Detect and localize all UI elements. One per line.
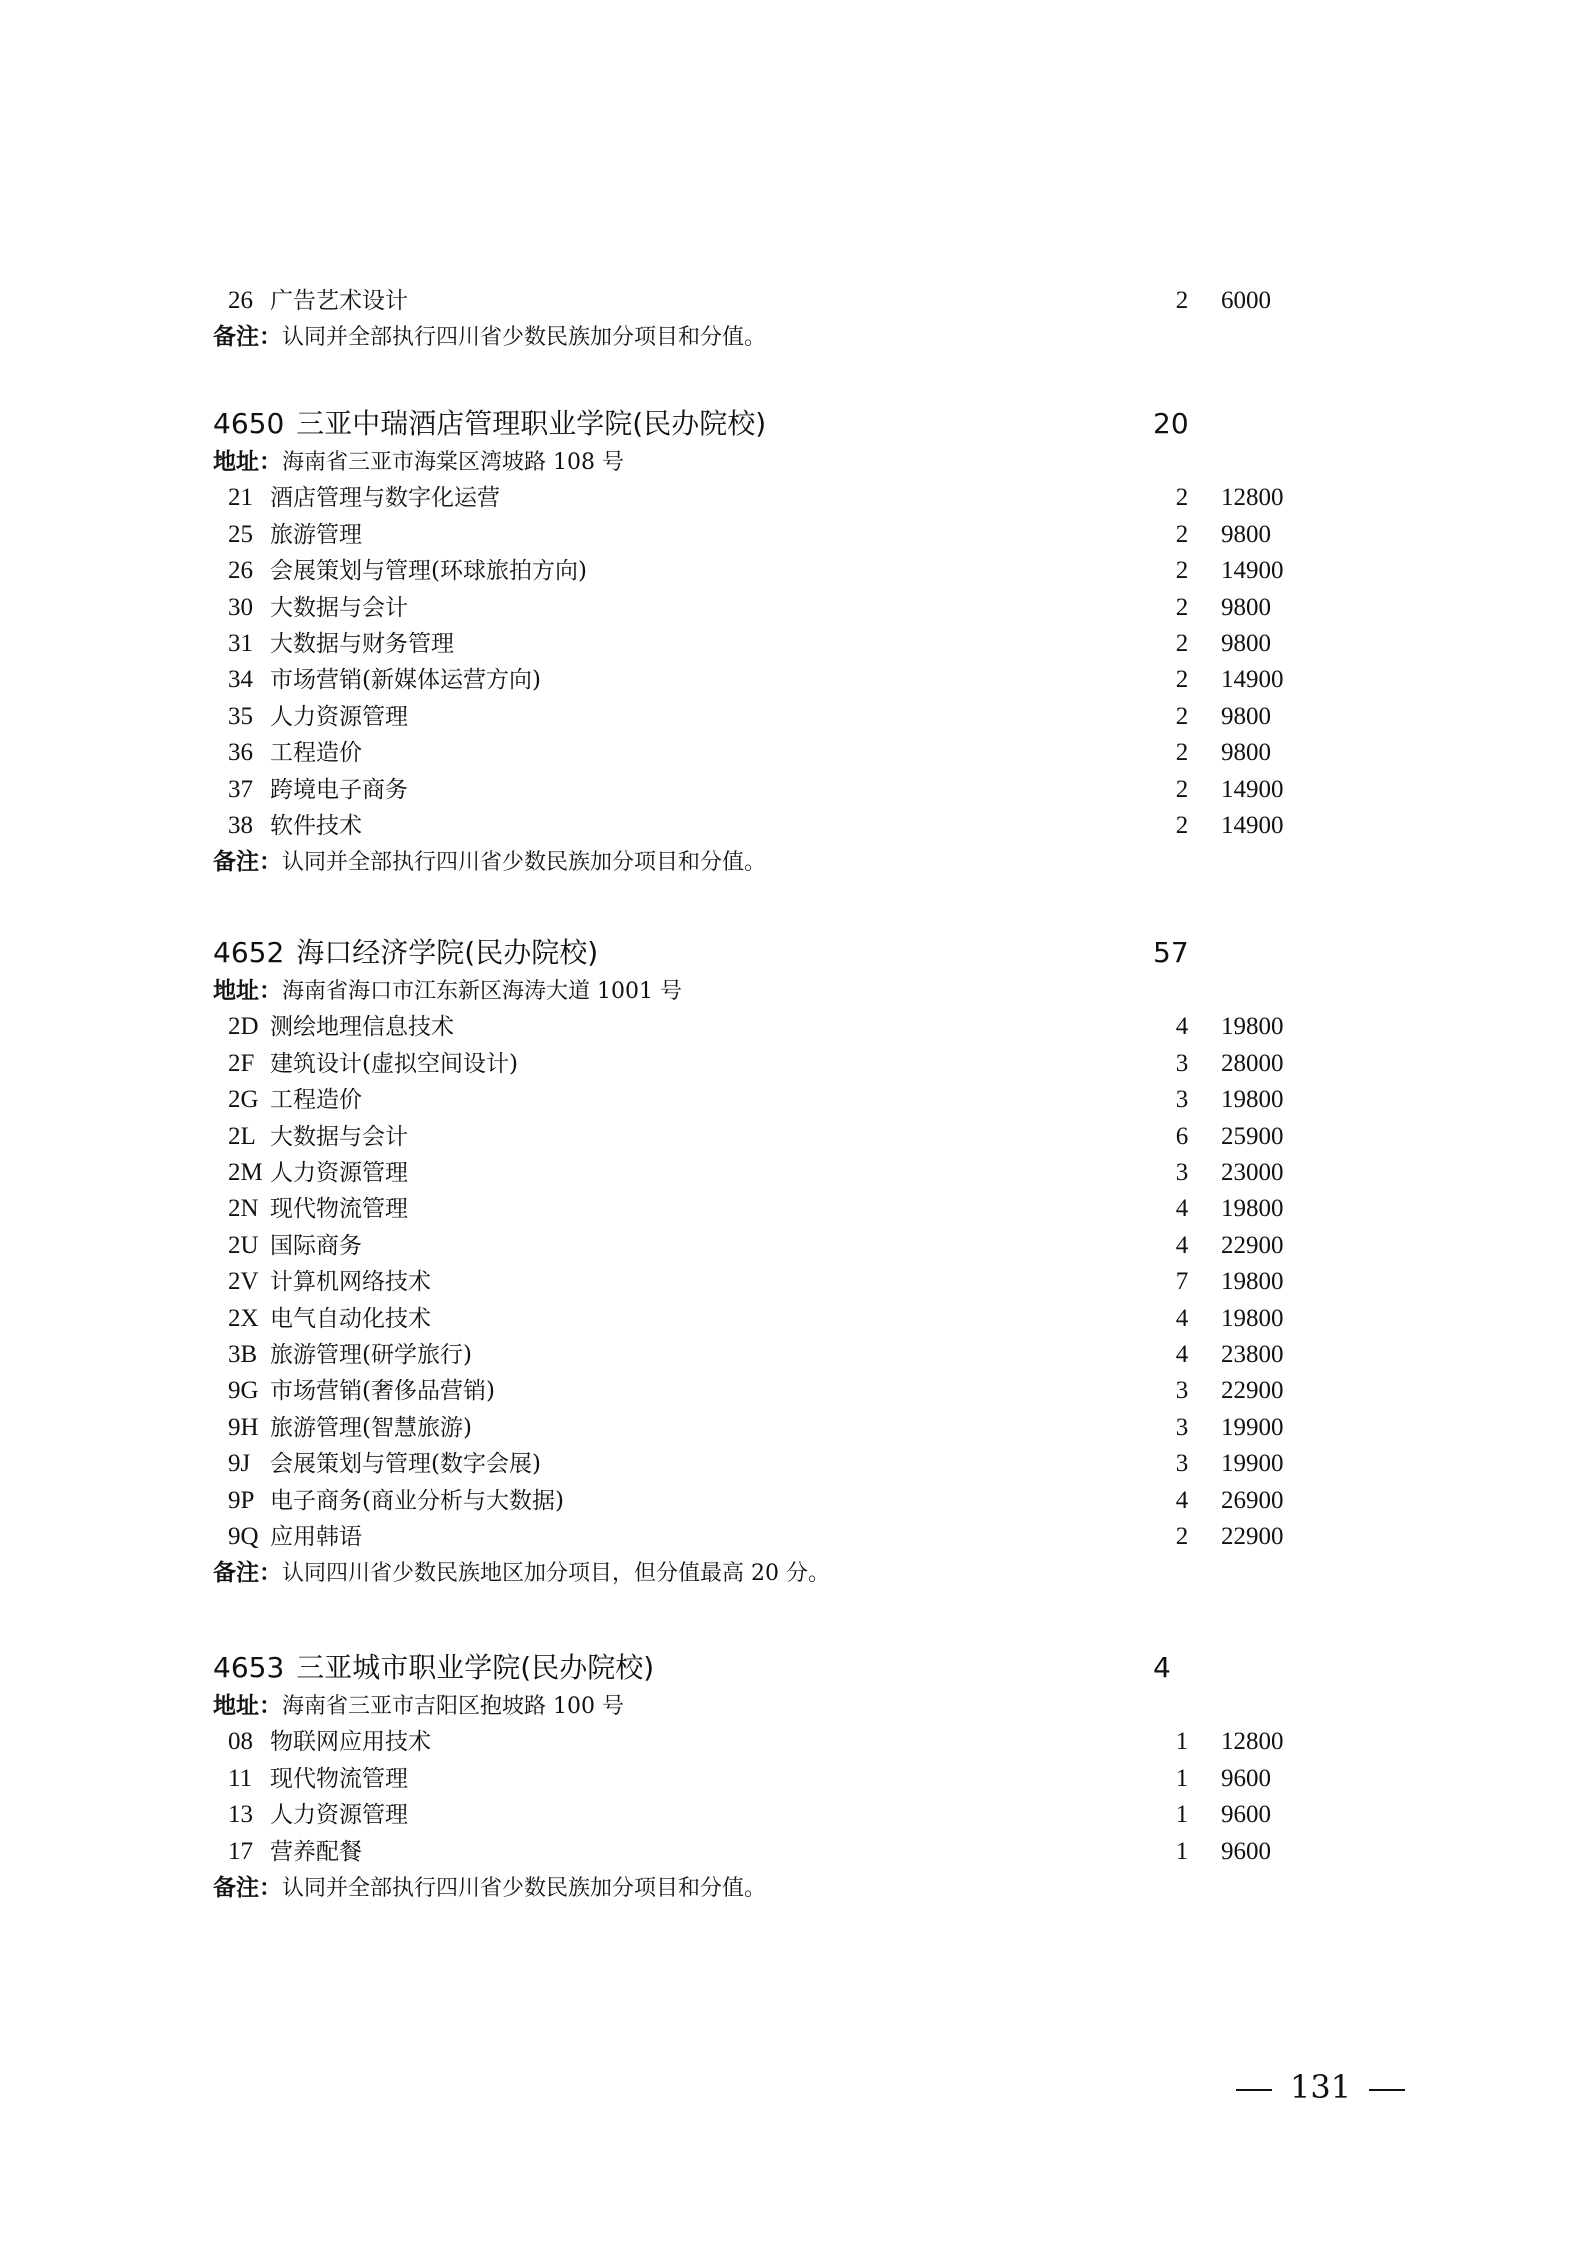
major-code: 2G xyxy=(228,1086,259,1114)
note-line xyxy=(213,1870,766,1906)
plan-count: 2 xyxy=(1175,593,1189,621)
major-code: 2N xyxy=(228,1195,259,1223)
table-row xyxy=(213,1797,1271,1833)
major-name: 物联网应用技术 xyxy=(270,1729,431,1756)
major-code: 08 xyxy=(228,1728,253,1756)
plan-count: 2 xyxy=(1175,630,1189,657)
major-code: 9P xyxy=(228,1486,255,1514)
major-name: 市场营销(新媒体运营方向) xyxy=(270,667,541,694)
school-code: 4653 xyxy=(213,1651,285,1684)
school-address xyxy=(213,1688,624,1724)
note-line xyxy=(213,1555,830,1591)
plan-count: 2 xyxy=(1175,484,1189,512)
major-name: 大数据与会计 xyxy=(270,594,408,621)
major-code: 9J xyxy=(228,1450,251,1478)
page-number xyxy=(1218,2068,1423,2106)
major-name: 电气自动化技术 xyxy=(270,1305,431,1332)
note-text: 认同四川省少数民族地区加分项目，但分值最高 20 分。 xyxy=(282,1561,830,1587)
tuition-fee: 9800 xyxy=(1221,739,1271,767)
tuition-fee: 23800 xyxy=(1221,1341,1284,1368)
plan-count: 4 xyxy=(1175,1013,1189,1041)
note-label: 备注： xyxy=(213,1875,282,1901)
tuition-fee: 9800 xyxy=(1221,593,1271,621)
dash-left xyxy=(1236,2089,1272,2091)
school-heading xyxy=(213,935,1189,971)
major-code: 2X xyxy=(228,1304,259,1332)
major-name: 应用韩语 xyxy=(270,1524,362,1550)
tuition-fee: 9800 xyxy=(1221,630,1271,657)
major-name: 计算机网络技术 xyxy=(270,1269,431,1296)
school-heading xyxy=(213,1650,1171,1686)
table-row xyxy=(213,1519,1284,1555)
major-name: 人力资源管理 xyxy=(270,1802,408,1829)
major-code: 11 xyxy=(228,1764,253,1792)
table-row xyxy=(213,1191,1284,1227)
school-total: 4 xyxy=(1153,1651,1171,1684)
tuition-fee: 6000 xyxy=(1221,287,1271,314)
tuition-fee: 23000 xyxy=(1221,1159,1284,1186)
major-code: 26 xyxy=(228,287,253,314)
plan-count: 4 xyxy=(1175,1195,1189,1223)
major-name: 工程造价 xyxy=(270,1087,362,1114)
note-line xyxy=(213,319,766,355)
major-name: 大数据与财务管理 xyxy=(270,631,454,657)
plan-count: 4 xyxy=(1175,1486,1189,1514)
table-row xyxy=(213,1834,1271,1870)
school-heading xyxy=(213,406,1189,442)
plan-count: 2 xyxy=(1175,739,1189,767)
tuition-fee: 19800 xyxy=(1221,1268,1284,1296)
note-text: 认同并全部执行四川省少数民族加分项目和分值。 xyxy=(282,850,767,876)
tuition-fee: 22900 xyxy=(1221,1523,1284,1550)
school-total: 57 xyxy=(1153,936,1189,969)
table-row xyxy=(213,1446,1284,1482)
major-name: 国际商务 xyxy=(270,1232,362,1259)
tuition-fee: 19800 xyxy=(1221,1195,1284,1223)
table-row xyxy=(213,662,1284,698)
tuition-fee: 14900 xyxy=(1221,557,1284,585)
major-name: 测绘地理信息技术 xyxy=(270,1014,454,1041)
major-name: 人力资源管理 xyxy=(270,703,408,730)
major-code: 3B xyxy=(228,1341,258,1368)
table-row xyxy=(213,1082,1284,1118)
major-name: 酒店管理与数字化运营 xyxy=(270,485,500,512)
school-name: 海口经济学院(民办院校) xyxy=(296,936,599,969)
tuition-fee: 22900 xyxy=(1221,1377,1284,1405)
plan-count: 3 xyxy=(1175,1086,1189,1114)
major-name: 工程造价 xyxy=(270,740,362,767)
tuition-fee: 28000 xyxy=(1221,1049,1284,1077)
plan-count: 7 xyxy=(1175,1268,1189,1296)
major-name: 旅游管理 xyxy=(270,521,362,548)
plan-count: 2 xyxy=(1175,812,1189,839)
tuition-fee: 9600 xyxy=(1221,1837,1271,1865)
major-code: 2V xyxy=(228,1268,259,1296)
table-row xyxy=(213,735,1271,771)
table-row xyxy=(213,1301,1284,1337)
tuition-fee: 19900 xyxy=(1221,1450,1284,1478)
address-label: 地址： xyxy=(213,1693,282,1719)
tuition-fee: 19900 xyxy=(1221,1413,1284,1441)
table-row xyxy=(213,1337,1284,1373)
major-code: 35 xyxy=(228,702,253,730)
plan-count: 4 xyxy=(1175,1231,1189,1259)
tuition-fee: 14900 xyxy=(1221,775,1284,803)
tuition-fee: 9600 xyxy=(1221,1801,1271,1829)
plan-count: 3 xyxy=(1175,1413,1189,1441)
school-code: 4650 xyxy=(213,407,285,440)
plan-count: 3 xyxy=(1175,1049,1189,1077)
address-label: 地址： xyxy=(213,449,282,475)
table-row xyxy=(213,772,1284,808)
major-code: 36 xyxy=(228,739,253,767)
major-code: 26 xyxy=(228,557,253,585)
plan-count: 2 xyxy=(1175,666,1189,694)
table-row xyxy=(213,480,1284,516)
school-total: 20 xyxy=(1153,407,1189,440)
plan-count: 2 xyxy=(1175,287,1189,314)
school-address xyxy=(213,444,624,480)
major-code: 2L xyxy=(228,1122,256,1150)
tuition-fee: 25900 xyxy=(1221,1122,1284,1150)
table-row xyxy=(213,590,1271,626)
plan-count: 2 xyxy=(1175,520,1189,548)
major-code: 2M xyxy=(228,1159,263,1186)
address-text: 海南省三亚市海棠区湾坡路 108 号 xyxy=(282,450,624,475)
major-name: 现代物流管理 xyxy=(270,1196,408,1223)
tuition-fee: 9800 xyxy=(1221,702,1271,730)
major-code: 9G xyxy=(228,1377,259,1405)
major-name: 跨境电子商务 xyxy=(270,776,408,803)
major-code: 38 xyxy=(228,812,253,839)
note-text: 认同并全部执行四川省少数民族加分项目和分值。 xyxy=(282,325,767,351)
note-label: 备注： xyxy=(213,849,282,876)
table-row xyxy=(213,1264,1284,1300)
table-row xyxy=(213,1155,1284,1191)
table-row xyxy=(213,1724,1284,1760)
table-row xyxy=(213,626,1271,662)
table-row xyxy=(213,1410,1284,1446)
table-row xyxy=(213,1483,1284,1519)
plan-count: 2 xyxy=(1175,702,1189,730)
major-code: 21 xyxy=(228,484,253,512)
major-name: 大数据与会计 xyxy=(270,1123,408,1150)
plan-count: 4 xyxy=(1175,1341,1189,1368)
major-name: 电子商务(商业分析与大数据) xyxy=(270,1487,564,1514)
school-address xyxy=(213,973,682,1009)
major-code: 31 xyxy=(228,630,253,657)
plan-count: 2 xyxy=(1175,557,1189,585)
major-code: 34 xyxy=(228,666,253,694)
tuition-fee: 22900 xyxy=(1221,1231,1284,1259)
plan-count: 3 xyxy=(1175,1450,1189,1478)
table-row xyxy=(213,1228,1284,1264)
table-row xyxy=(213,1373,1284,1409)
major-name: 人力资源管理 xyxy=(270,1160,408,1186)
major-code: 37 xyxy=(228,775,253,803)
table-row xyxy=(213,553,1284,589)
note-label: 备注： xyxy=(213,1560,282,1587)
major-name: 会展策划与管理(环球旅拍方向) xyxy=(270,558,587,585)
tuition-fee: 14900 xyxy=(1221,666,1284,694)
plan-count: 2 xyxy=(1175,1523,1189,1550)
plan-count: 6 xyxy=(1175,1122,1189,1150)
school-name: 三亚中瑞酒店管理职业学院(民办院校) xyxy=(296,407,767,440)
plan-count: 4 xyxy=(1175,1304,1189,1332)
table-row xyxy=(213,1761,1271,1797)
table-row xyxy=(213,517,1271,553)
tuition-fee: 19800 xyxy=(1221,1086,1284,1114)
major-name: 建筑设计(虚拟空间设计) xyxy=(270,1050,518,1077)
table-row xyxy=(213,1119,1284,1155)
major-name: 旅游管理(智慧旅游) xyxy=(270,1414,472,1441)
major-code: 30 xyxy=(228,593,253,621)
plan-count: 1 xyxy=(1175,1728,1189,1756)
tuition-fee: 26900 xyxy=(1221,1486,1284,1514)
note-label: 备注： xyxy=(213,324,282,351)
dash-right xyxy=(1369,2089,1405,2091)
tuition-fee: 12800 xyxy=(1221,1728,1284,1756)
table-row xyxy=(213,1009,1284,1045)
plan-count: 2 xyxy=(1175,775,1189,803)
address-text: 海南省海口市江东新区海涛大道 1001 号 xyxy=(282,979,682,1004)
table-row xyxy=(213,699,1271,735)
note-line xyxy=(213,844,766,880)
table-row xyxy=(213,808,1284,844)
plan-count: 1 xyxy=(1175,1764,1189,1792)
school-code: 4652 xyxy=(213,936,285,969)
plan-count: 1 xyxy=(1175,1837,1189,1865)
major-code: 13 xyxy=(228,1801,253,1829)
table-row xyxy=(213,283,1271,319)
major-code: 9Q xyxy=(228,1523,259,1550)
plan-count: 3 xyxy=(1175,1377,1189,1405)
major-name: 市场营销(奢侈品营销) xyxy=(270,1378,495,1405)
major-name: 软件技术 xyxy=(270,813,362,839)
major-code: 17 xyxy=(228,1837,253,1865)
tuition-fee: 9600 xyxy=(1221,1764,1271,1792)
address-text: 海南省三亚市吉阳区抱坡路 100 号 xyxy=(282,1694,624,1719)
major-code: 2U xyxy=(228,1231,259,1259)
major-code: 2F xyxy=(228,1049,255,1077)
major-name: 现代物流管理 xyxy=(270,1765,408,1792)
major-name: 广告艺术设计 xyxy=(270,288,408,314)
plan-count: 1 xyxy=(1175,1801,1189,1829)
plan-count: 3 xyxy=(1175,1159,1189,1186)
table-row xyxy=(213,1046,1284,1082)
tuition-fee: 19800 xyxy=(1221,1304,1284,1332)
major-code: 9H xyxy=(228,1413,259,1441)
major-name: 会展策划与管理(数字会展) xyxy=(270,1451,541,1478)
note-text: 认同并全部执行四川省少数民族加分项目和分值。 xyxy=(282,1876,767,1901)
tuition-fee: 9800 xyxy=(1221,520,1271,548)
page-number-text: 131 xyxy=(1290,2068,1352,2106)
major-code: 25 xyxy=(228,520,253,548)
address-label: 地址： xyxy=(213,978,282,1004)
major-name: 营养配餐 xyxy=(270,1838,362,1865)
major-name: 旅游管理(研学旅行) xyxy=(270,1342,472,1368)
tuition-fee: 12800 xyxy=(1221,484,1284,512)
tuition-fee: 14900 xyxy=(1221,812,1284,839)
school-name: 三亚城市职业学院(民办院校) xyxy=(296,1651,655,1684)
tuition-fee: 19800 xyxy=(1221,1013,1284,1041)
major-code: 2D xyxy=(228,1013,259,1041)
